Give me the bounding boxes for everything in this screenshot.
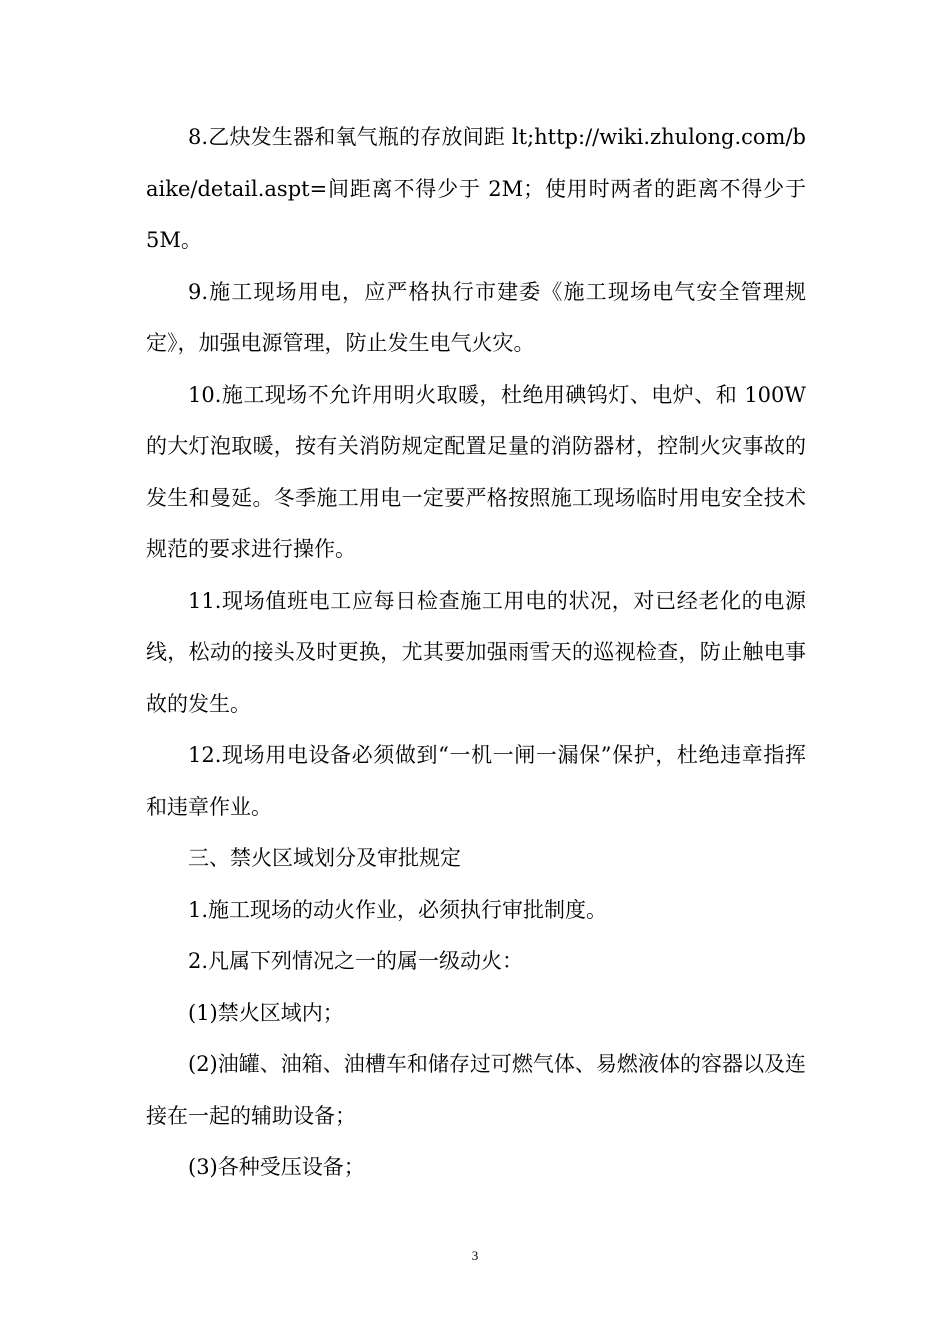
page-number: 3 [471, 1248, 479, 1263]
paragraph-section-3-2: 2.凡属下列情况之一的属一级动火： [188, 949, 524, 973]
section-heading: 三、禁火区域划分及审批规定 [188, 846, 461, 870]
paragraph-section-3-1: 1.施工现场的动火作业，必须执行审批制度。 [188, 897, 608, 922]
document-body [146, 112, 806, 1194]
paragraph-12: 12.现场用电设备必须做到“一机一闸一漏保”保护，杜绝违章指挥和违章作业。 [146, 743, 806, 819]
paragraph-9: 9.施工现场用电，应严格执行市建委《施工现场电气安全管理规定》，加强电源管理，防止发生电气火灾。 [146, 279, 806, 355]
paragraph-10: 10.施工现场不允许用明火取暖，杜绝用碘钨灯、电炉、和 100W 的大灯泡取暖，按有关消防规定配置足量的消防器材，控制火灾事故的发生和曼延。冬季施工用电一定要严格按照施工现场临时用电安全技术规范的要求进行操作。 [146, 382, 806, 561]
paragraph-8: 8.乙炔发生器和氧气瓶的存放间距 lt;http://wiki.zhulong.com/baike/detail.aspt=间距离不得少于 2M；使用时两者的距离不得少于 5M。 [146, 125, 806, 252]
list-item-1: (1)禁火区域内； [188, 1000, 344, 1025]
list-item-3: (3)各种受压设备； [188, 1155, 365, 1179]
paragraph-11: 11.现场值班电工应每日检查施工用电的状况，对已经老化的电源线，松动的接头及时更换，尤其要加强雨雪天的巡视检查，防止触电事故的发生。 [146, 588, 806, 716]
list-item-2: (2)油罐、油箱、油槽车和储存过可燃气体、易燃液体的容器以及连接在一起的辅助设备； [146, 1052, 806, 1128]
